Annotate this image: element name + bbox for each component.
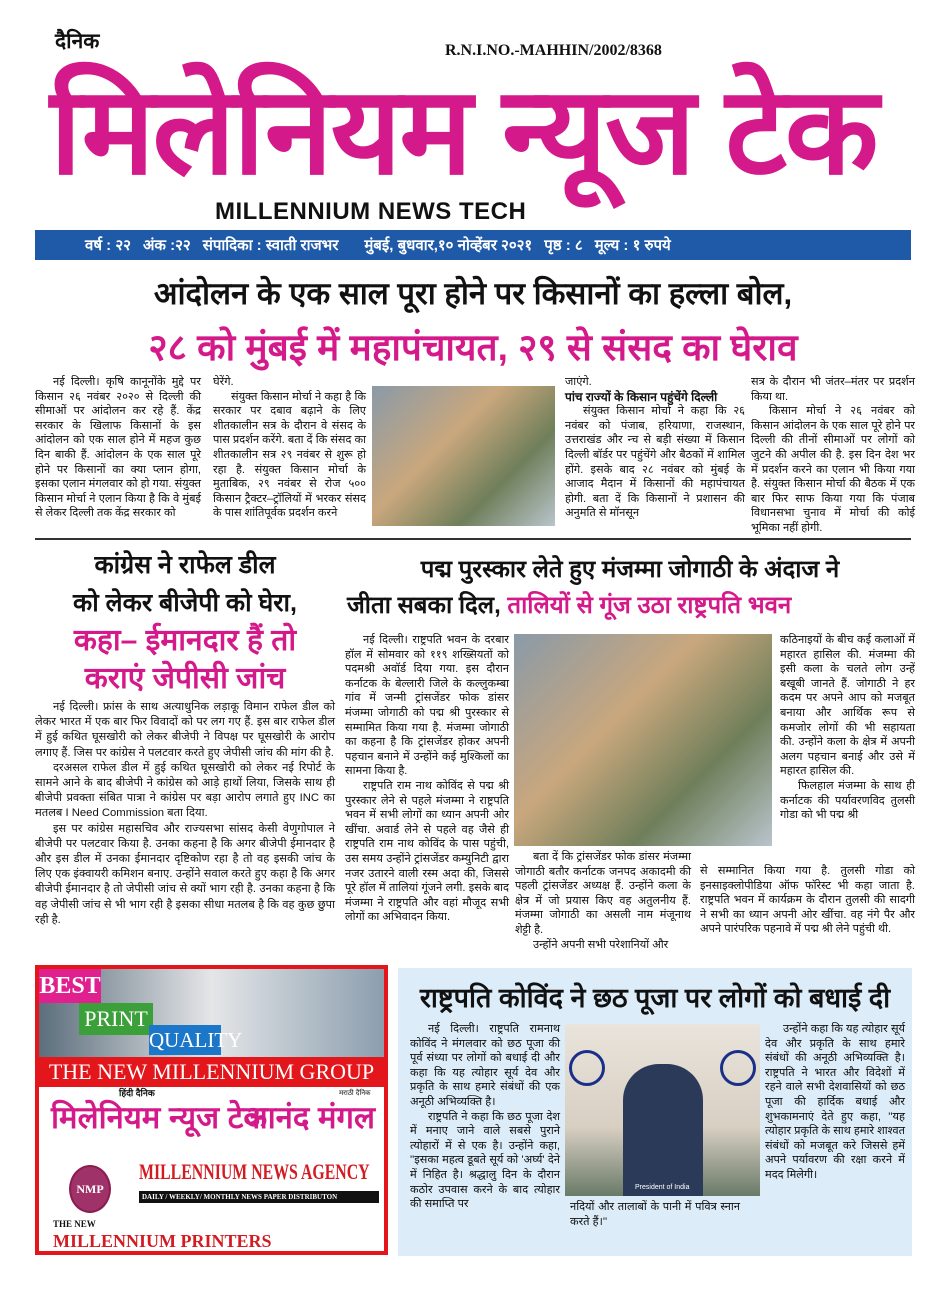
padma-col-3 [780,633,915,848]
pages: पृष्ठ : ८ [544,237,583,254]
place-date: मुंबई, बुधवार,१० नोव्हेंबर २०२१ [364,237,533,254]
paragraph: नई दिल्ली। राष्ट्रपति रामनाथ कोविंद ने मंगलवार को छठ पूजा की पूर्व संध्या पर लोगों को बधाई दी और कहा कि यह त्योहार सूर्य देव और प्रकृति के साथ हमारे संबंधों की एक अनूठी अभिव्यक्ति है। [410,1023,560,1108]
paragraph: नई दिल्ली। कृषि कानूनोंके मुद्दे पर किसान २६ नवंबर २०२० से दिल्ली की सीमाओं पर आंदोलन कर रहे हैं. केंद्र सरकार के खिलाफ किसानों के इस आंदोलन को एक साल होने में महज कुछ दिन बाकी हैं. आंदोलन के एक साल पूरे होने पर किसानों का क्या प्लान होगा, इसका एलान मंगलवार को हो गया. संयुक्त किसान मोर्चा ने एलान किया है कि वे मुंबई से लेकर दिल्ली तक केंद्र सरकार को [35,376,201,520]
rni-number: R.N.I.NO.-MAHHIN/2002/8368 [445,42,662,59]
padma-headline [345,552,915,624]
chhath-col-1 [410,1022,560,1252]
headline-line: कांग्रेस ने राफेल डील [94,551,276,579]
chhath-headline: राष्ट्रपति कोविंद ने छठ पूजा पर लोगों को बधाई दी [419,983,891,1013]
chhath-col-3 [765,1022,905,1252]
paragraph: नई दिल्ली। फ्रांस के साथ अत्याधुनिक लड़ाकू विमान राफेल डील को लेकर भारत में एक बार फिर विवादों को पर लग गए हैं. इस बार राफेल डील में हुई कथित घूसखोरी को लेकर बीजेपी ने विपक्ष पर घूसखोरी के आरोप लगाए हैं. जिस पर कांग्रेस ने पलटवार करते हुए जेपीसी जांच की मांग की है. [35,701,335,759]
farmers-protest-photo [372,386,555,526]
ashoka-chakra-icon [569,1050,605,1086]
print-label: PRINT [79,1003,153,1035]
paper2-logo: आनंद मंगल [244,1100,375,1135]
printing-advertisement [35,965,388,1255]
chhath-caption [570,1200,740,1240]
chhath-article [398,968,912,1256]
hindi-dainik-label: हिंदी दैनिक [119,1088,155,1098]
paragraph: नई दिल्ली। राष्ट्रपति भवन के दरबार हॉल में सोमवार को ११९ शख्सियतों को पदमश्री अवॉर्ड दिया गया. इस दौरान कर्नाटक के बेल्लारी जिले के कल्लुकम्बा गांव में जन्मी ट्रांसजेंडर फोक डांसर मंजम्मा जोगाठी को पद्म श्री पुरस्कार से सम्मामित किया गया है. मंजम्मा जोगाठी का कहना है कि ट्रांसजेंडर होकर अपनी पहचान बनाने में उन्होंने कई मुश्किलों का सामना किया है. [345,634,509,778]
printers-small: THE NEW [53,1219,96,1229]
paragraph: संयुक्त किसान मोर्चा ने कहा है कि सरकार पर दबाव बढ़ाने के लिए शीतकालीन सत्र के दौरान वे संसद के पास प्रदर्शन करेंगे. बता दें कि संसद का शीतकालीन सत्र २९ नवंबर से शुरू हो रहा है. संयुक्त किसान मोर्चा के मुताबिक, २९ नवंबर से रोज ५०० किसान ट्रैक्टर–ट्रॉलियों में भरकर संसद के पास शांतिपूर्वक प्रदर्शन करने [213,390,366,520]
masthead-english: MILLENNIUM NEWS TECH [215,198,527,225]
paragraph: उन्होंने अपनी सभी परेशानियों और [533,938,669,951]
padma-col-1 [345,633,509,961]
paper1-logo: मिलेनियम न्यूज टेक [51,1100,268,1135]
lead-col-2 [213,375,366,527]
headline-line: कराएं जेपीसी जांच [84,662,286,695]
lead-headline-2: २८ को मुंबई में महापंचायत, २९ से संसद का घेराव [148,327,798,368]
info-bar [35,230,911,260]
president-photo [565,1024,760,1196]
paragraph: संयुक्त किसान मोर्चा ने कहा कि २६ नवंबर को पंजाब, हरियाणा, राजस्थान, उत्तराखंड और न्च से बड़ी संख्या में किसान दिल्ली बॉर्डर पर पहुंचेंगे और बैठकों में शामिल होंगे. इसके बाद २८ नवंबर को मुंबई के आजाद मैदान में किसानों की महापंचायत होगी. बता दें कि किसानों ने प्रशासन की अनुमति से मॉनसून [565,405,745,520]
paragraph: बता दें कि ट्रांसजेंडर फोक डांसर मंजम्मा जोगाठी बतौर कर्नाटक जनपद अकादमी की पहली ट्रांसजेंडर अध्यक्ष हैं. उन्होंने कला के क्षेत्र में जो प्रयास किए वह अतुलनीय हैं. मंजम्मा जोगाठी का असली नाम मंजूनाथ शेट्टी है. [515,851,691,936]
paragraph: किसान मोर्चा ने २६ नवंबर को किसान आंदोलन के एक साल पूरे होने पर दिल्ली की तीनों सीमाओं पर लोगों को जुटने की अपील की है. इस दिन देश भर में प्रदर्शन करने का एलान भी किया गया है. संयुक्त किसान मोर्चा की बैठक में एक बार फिर साफ किया गया कि पंजाब विधानसभा चुनाव में मोर्चा की कोई भूमिका नहीं होगी. [751,405,915,534]
rafale-body [35,700,335,962]
headline-part: तालियों से गूंज उठा राष्ट्रपति भवन [507,592,792,619]
subheading: पांच राज्यों के किसान पहुंचेंगे दिल्ली [565,389,718,404]
president-figure [623,1064,703,1196]
lead-col-3 [565,375,745,527]
issue: अंक :२२ [142,237,191,254]
paragraph: नदियों और तालाबों के पानी में पवित्र स्नान करते हैं।'' [570,1201,740,1228]
headline-line: पद्म पुरस्कार लेते हुए मंजम्मा जोगाठी के अंदाज ने [420,556,840,583]
paragraph: से सम्मानित किया गया है. तुलसी गोडा को इनसाइक्लोपीडिया ऑफ फॉरेस्ट भी कहा जाता है. राष्ट्रपति भवन में कार्यक्रम के दौरान तुलसी की सादगी ने सभी का ध्यान अपनी ओर खींचा. वह नंगे पैर और अपने पारंपरिक पहनावे में पद्म श्री लेने पहुंची थी. [700,865,915,936]
masthead-title: मिलेनियम न्यूज टेक [50,63,877,199]
agency-name: MILLENNIUM NEWS AGENCY [139,1159,370,1184]
price: मूल्य : १ रुपये [594,237,671,254]
nmp-logo: NMP [69,1165,111,1213]
year: वर्ष : २२ [85,237,131,254]
headline-part: जीता सबका दिल, [347,592,501,619]
lead-headline-1: आंदोलन के एक साल पूरा होने पर किसानों का हल्ला बोल, [153,276,793,311]
ashoka-chakra-icon [720,1050,756,1086]
paragraph: घेरेंगे. [213,376,234,388]
padma-award-photo [514,634,772,846]
paragraph: कठिनाइयों के बीच कई कलाओं में महारत हासिल की. मंजम्मा की इसी कला के चलते लोग उन्हें बखूबी जानते हैं. जोगाठी ने हर कदम पर अपने आप को मजबूत बनाया और आर्थिक रूप से कमजोर लोगों की भी सहायता की. उन्होंने कला के क्षेत्र में अपनी अलग पहचान बनाई और उसे में महारत हासिल की. [780,634,915,778]
paragraph: सत्र के दौरान भी जंतर–मंतर पर प्रदर्शन किया था. [751,376,915,403]
paragraph: उन्होंने कहा कि यह त्योहार सूर्य देव और प्रकृति के साथ हमारे संबंधों की अनूठी अभिव्यक्ति है। राष्ट्रपति ने भारत और विदेशों में रहने वाले सभी देशवासियों को छठ पूजा की हार्दिक बधाई और शुभकामनाएं देते हुए कहा, ''यह त्योहार प्रकृति के साथ हमारे शाश्वत संबंधों को मजबूत करे जिससे हमें अपने पर्यावरण की रक्षा करने में मदद मिलेगी। [765,1023,905,1181]
dainik-label: दैनिक [55,30,100,53]
paragraph: जाएंगे. [565,376,592,388]
marathi-dainik-label: मराठी दैनिक [339,1090,371,1097]
lead-col-4 [751,375,915,534]
editor: संपादिका : स्वाती राजभर [202,237,339,254]
paragraph: राष्ट्रपति राम नाथ कोविंद से पद्म श्री पुरस्कार लेने से पहले मंजम्मा ने राष्ट्रपति भवन में सभी लोगों का ध्यान अपनी ओर खींचा. अवार्ड लेने से पहले वह जैसे ही राष्ट्रपति राम नाथ कोविंद के पास पहुंची, उस समय उन्होंने ट्रांसजेंडर कम्युनिटी द्वारा नजर उतारने वाली रस्म अदा की, जिससे पूरे हॉल में तालियां गूंजने लगी. इसके बाद मंजम्मा ने राष्ट्रपति और वहां मौजूद सभी लोगों का अभिवादन किया. [345,779,509,924]
printers-name: MILLENNIUM PRINTERS [53,1231,272,1251]
agency-tagline: DAILY / WEEKLY/ MONTHLY NEWS PAPER DISTRIBUTON [139,1191,379,1203]
paragraph: राष्ट्रपति ने कहा कि छठ पूजा देश में मनाए जाने वाले सबसे पुराने त्योहारों में से एक है। उन्होंने कहा, ''इसका महत्व डूबते सूर्य को 'अर्घ्य' देने में निहित है। श्रद्धालु दिन के दौरान कठोर उपवास करने के बाद त्योहार की समाप्ति पर [410,1110,560,1211]
lead-col-1 [35,375,201,527]
padma-col-2 [515,850,691,960]
paragraph: फिलहाल मंजम्मा के साथ ही कर्नाटक की पर्यावरणविद तुलसी गोडा को भी पद्म श्री [780,779,915,822]
paragraph: दरअसल राफेल डील में हुई कथित घूसखोरी को लेकर नई रिपोर्ट के सामने आने के बाद बीजेपी ने कांग्रेस को आड़े हाथों लिया, जिसके साथ ही बीजेपी प्रवक्ता संबित पात्रा ने कांग्रेस पर बड़ा आरोप लगाते हुए INC का मतलब I Need Commission बता दिया. [35,761,335,820]
divider [35,538,911,540]
quality-label: QUALITY [149,1025,221,1055]
headline-line: को लेकर बीजेपी को घेरा, [73,589,297,617]
best-label: BEST [39,969,101,1003]
group-banner: THE NEW MILLENNIUM GROUP [39,1057,384,1087]
rafale-headline [35,546,335,698]
padma-col-4 [700,864,915,960]
paragraph: इस पर कांग्रेस महासचिव और राज्यसभा सांसद केसी वेणुगोपाल ने बीजेपी पर पलटवार किया है. उनका कहना है कि अगर बीजेपी ईमानदार है और इस डील में उनका ईमानदार दृष्टिकोण रहा है तो वह इसकी जांच के लिए एक इंक्वायरी कमिशन बनाए. उन्होंने सवाल करते हुए कहा है कि अगर बीजेपी ईमानदार है तो जेपीसी जांच से क्यों भाग रही है. उनका कहना है कि वह जेपीसी जांच से भी भाग रही है इसका सीधा मतलब है कि वह कुछ छुपा रही है. [35,822,335,926]
photo-label: President of India [635,1184,690,1191]
headline-line: कहा– ईमानदार हैं तो [73,624,297,657]
